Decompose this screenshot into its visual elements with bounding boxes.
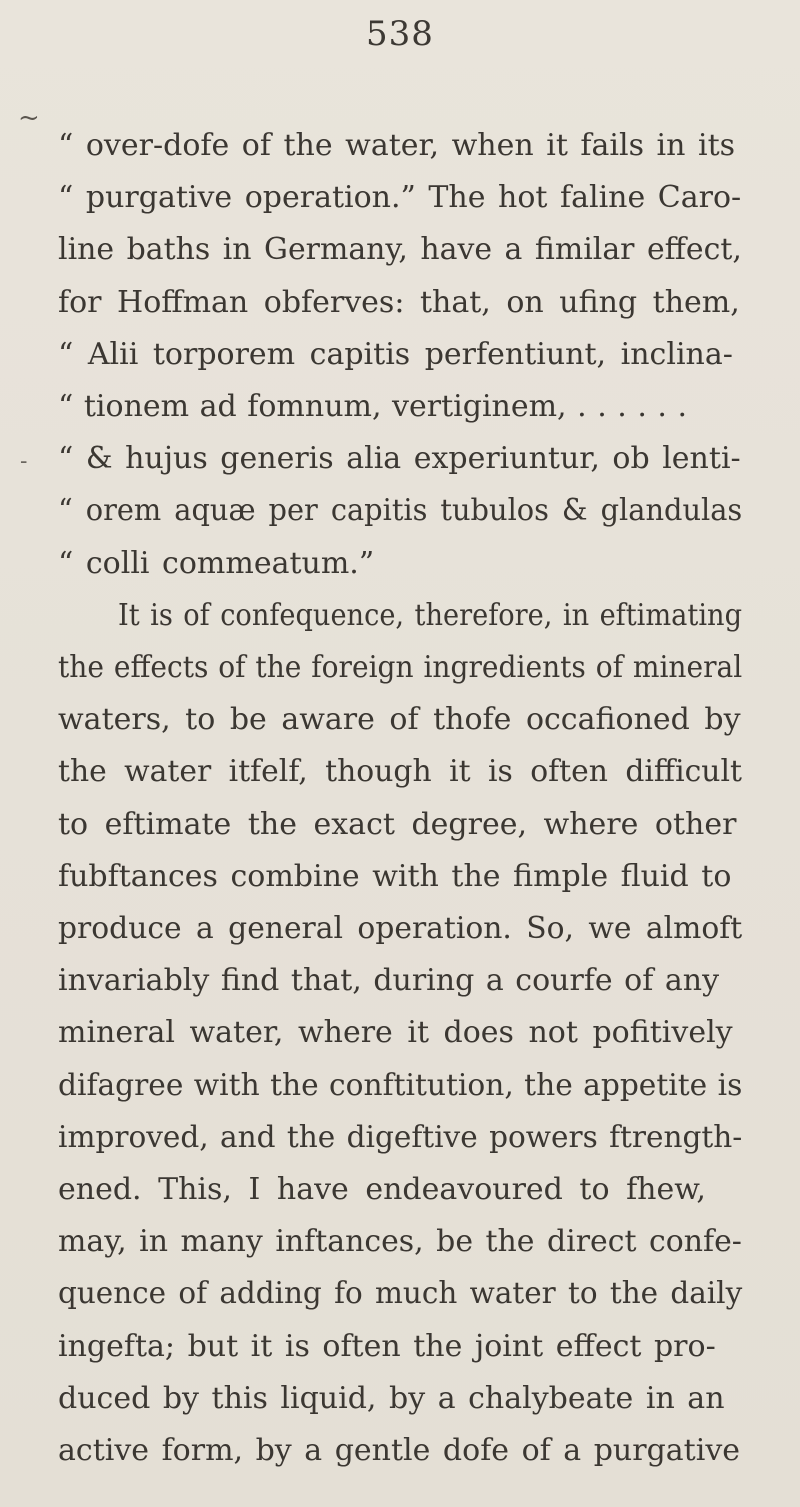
text-line: It is of confequence, therefore, in eftimating [118, 597, 742, 633]
text-line: duced by this liquid, by a chalybeate in an [58, 1380, 725, 1416]
text-line: waters, to be aware of thofe occafioned by [58, 702, 741, 738]
text-line: “ orem aquæ per capitis tubulos & glandulas [58, 493, 743, 529]
margin-mark: ~ [18, 103, 40, 133]
text-line: for Hoffman obferves: that, on ufing them, [58, 284, 740, 320]
margin-mark: - [20, 449, 28, 475]
text-line: “ over-dofe of the water, when it fails in its [58, 128, 736, 163]
text-line: quence of adding fo much water to the daily [58, 1276, 743, 1312]
text-line: the water itfelf, though it is often difficult [58, 754, 742, 790]
text-line: difagree with the conftitution, the appetite is [58, 1067, 743, 1103]
text-line: “ tionem ad fomnum, vertiginem, . . . . . . [58, 389, 688, 424]
text-line: ened. This, I have endeavoured to fhew, [58, 1172, 706, 1207]
text-line: ingefta; but it is often the joint effect pro- [58, 1328, 716, 1364]
text-line: “ Alii torporem capitis perfentiunt, inclina- [58, 336, 733, 372]
text-line: active form, by a gentle dofe of a purgative [58, 1433, 741, 1468]
text-line: “ purgative operation.” The hot faline Caro- [58, 180, 742, 216]
text-line: may, in many inftances, be the direct confe- [58, 1224, 742, 1260]
text-line: the effects of the foreign ingredients of mineral [58, 650, 743, 685]
text-line: “ colli commeatum.” [58, 545, 375, 581]
page-number: 538 [366, 14, 434, 54]
text-line: produce a general operation. So, we almoft [58, 911, 743, 946]
text-line: mineral water, where it does not pofitively [58, 1015, 733, 1051]
text-line: “ & hujus generis alia experiuntur, ob lenti- [58, 441, 741, 477]
text-line: to eftimate the exact degree, where other [58, 806, 737, 842]
text-line: improved, and the digeftive powers ftrength- [58, 1119, 743, 1155]
text-line: line baths in Germany, have a fimilar effect, [58, 232, 742, 268]
text-line: invariably find that, during a courfe of any [58, 963, 720, 999]
text-line: fubftances combine with the fimple fluid to [58, 858, 732, 894]
